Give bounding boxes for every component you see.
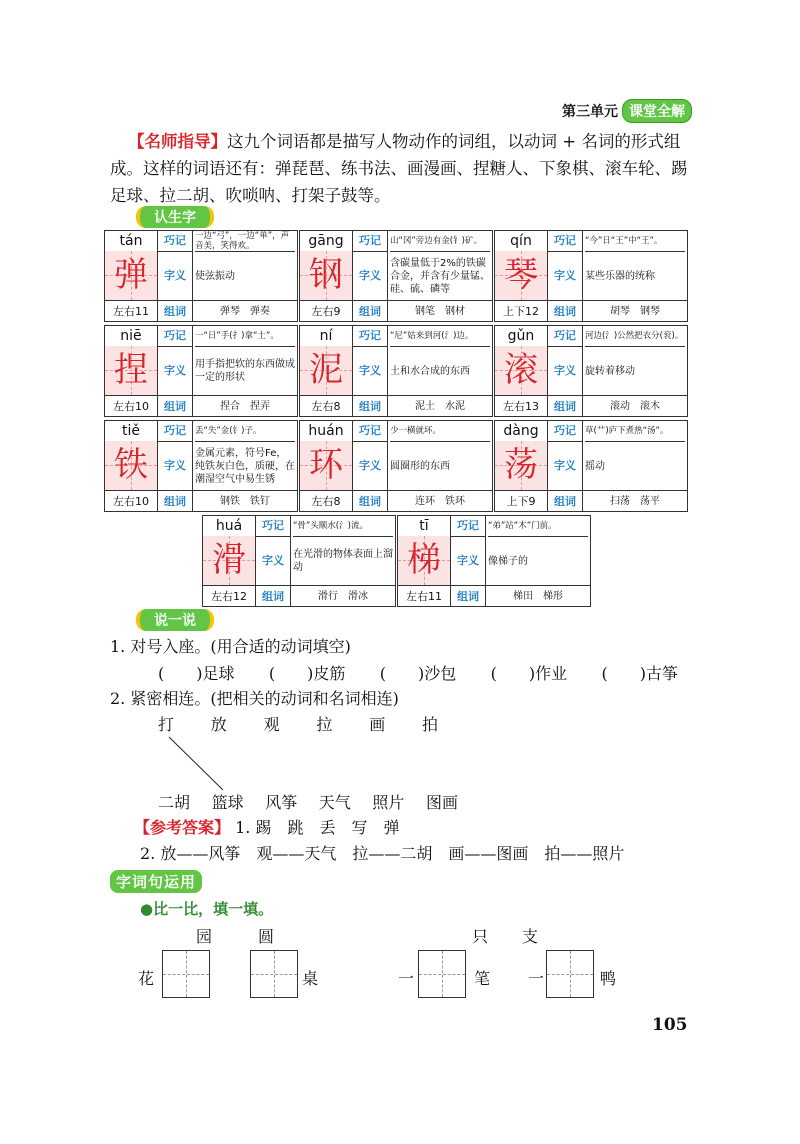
- meaning-text: 像梯子的: [488, 555, 528, 567]
- meaning-text: 金属元素，符号Fe，纯铁灰白色，质硬，在潮湿空气中易生锈: [195, 447, 295, 485]
- char-zhi2: 支: [522, 927, 539, 946]
- verb[interactable]: 拉: [316, 715, 333, 734]
- fill-blank[interactable]: ( )皮筋: [268, 664, 346, 683]
- ziyi-label: 字义: [158, 347, 193, 395]
- page-number: 105: [652, 1015, 688, 1035]
- character-card: [104, 230, 298, 322]
- word-examples: 泥土 水泥: [388, 395, 492, 417]
- verb[interactable]: 画: [369, 715, 386, 734]
- zuci-label: 组词: [548, 490, 583, 512]
- zuci-label: 组词: [548, 300, 583, 322]
- character-card: [104, 420, 298, 512]
- memory-tip-text: 草(艹)庐下煮热“汤”。: [585, 426, 669, 436]
- char-yuan2: 圆: [258, 927, 275, 946]
- noun[interactable]: 图画: [425, 793, 458, 812]
- character-card: [494, 230, 688, 322]
- guide-tag: 【名师指导】: [128, 132, 227, 151]
- character: 梯: [407, 540, 441, 580]
- writing-box[interactable]: [162, 950, 210, 998]
- memory-tip: [390, 326, 490, 347]
- zuci-label: 组词: [548, 395, 583, 417]
- pinyin: gāng: [300, 231, 353, 252]
- noun[interactable]: 篮球: [211, 793, 244, 812]
- word-examples: 滚动 滚木: [583, 395, 687, 417]
- guide-text: 这九个词语都是描写人物动作的词组，以动词 + 名词的形式组成。这样的词语还有：弹琵琶、练书法、画漫画、捏糖人、下象棋、滚车轮、踢足球、拉二胡、吹唢呐、打架子鼓等。: [110, 132, 688, 205]
- character-box: [105, 441, 158, 490]
- pinyin: tiě: [105, 421, 158, 442]
- section-title: 认生字: [136, 206, 214, 228]
- word-examples: 胡琴 钢琴: [583, 300, 687, 322]
- memory-tip: [488, 516, 588, 537]
- character-card: [299, 230, 493, 322]
- pinyin: huá: [203, 516, 256, 537]
- answer-2: 2. 放——风筝 观——天气 拉——二胡 画——图画 拍——照片: [140, 844, 625, 863]
- memory-tip-text: “弟”站“木”门前。: [488, 521, 557, 531]
- structure-strokes: 左右12: [203, 585, 256, 607]
- noun[interactable]: 照片: [372, 793, 405, 812]
- memory-tip: [195, 421, 295, 442]
- character-card: [104, 325, 298, 417]
- verb[interactable]: 打: [158, 715, 175, 734]
- meaning-text: 旋转着移动: [585, 365, 635, 377]
- memory-tip: [195, 326, 295, 347]
- word-hua: 花: [138, 969, 155, 988]
- zuci-label: 组词: [158, 395, 193, 417]
- word-examples: 捏合 捏弄: [193, 395, 297, 417]
- pinyin: niē: [105, 326, 158, 347]
- meaning: [585, 252, 685, 300]
- memory-tip-text: “骨”头顺水(氵)流。: [293, 521, 368, 531]
- character-box: [105, 346, 158, 395]
- word-examples: 钢笔 钢材: [388, 300, 492, 322]
- fill-blank[interactable]: ( )沙包: [379, 664, 457, 683]
- meaning: [488, 537, 588, 585]
- meaning: [390, 252, 490, 300]
- char-zhi1: 只: [472, 927, 489, 946]
- meaning: [195, 442, 295, 490]
- character-card: [494, 420, 688, 512]
- zuci-label: 组词: [353, 490, 388, 512]
- pinyin: qín: [495, 231, 548, 252]
- character-card: [202, 515, 396, 607]
- memory-tip: [195, 231, 295, 252]
- structure-strokes: 左右10: [105, 395, 158, 417]
- character-box: [495, 251, 548, 300]
- zuci-label: 组词: [353, 300, 388, 322]
- qiaoji-label: 巧记: [548, 326, 583, 347]
- character-card: [299, 325, 493, 417]
- meaning: [195, 347, 295, 395]
- answer-1: 1. 踢 跳 丢 写 弹: [235, 818, 400, 837]
- writing-box[interactable]: [250, 950, 298, 998]
- qiaoji-label: 巧记: [353, 231, 388, 252]
- memory-tip: [585, 326, 685, 347]
- meaning-text: 使弦振动: [195, 270, 235, 282]
- section-title: 说一说: [136, 609, 214, 631]
- zuci-label: 组词: [256, 585, 291, 607]
- memory-tip-text: 丢“失”金(钅)子。: [195, 426, 262, 436]
- character: 滑: [212, 540, 246, 580]
- pinyin: tán: [105, 231, 158, 252]
- ziyi-label: 字义: [548, 442, 583, 490]
- fill-blank[interactable]: ( )古筝: [601, 664, 678, 683]
- memory-tip-text: 一边“弓”，一边“单”，声音美，笑得欢。: [195, 231, 290, 251]
- structure-strokes: 上下9: [495, 490, 548, 512]
- meaning: [390, 347, 490, 395]
- memory-tip-text: 一“日”手(扌)拿“土”。: [195, 331, 279, 341]
- noun[interactable]: 风筝: [265, 793, 298, 812]
- ziyi-label: 字义: [158, 442, 193, 490]
- verb[interactable]: 放: [210, 715, 227, 734]
- answer-tag: 【参考答案】: [134, 818, 231, 837]
- meaning-text: 摇动: [585, 460, 605, 472]
- zuci-label: 组词: [158, 300, 193, 322]
- memory-tip: [585, 421, 685, 442]
- structure-strokes: 左右9: [300, 300, 353, 322]
- qiaoji-label: 巧记: [158, 326, 193, 347]
- writing-box[interactable]: [546, 950, 594, 998]
- memory-tip-text: 少一横就坏。: [390, 426, 442, 436]
- memory-tip: [293, 516, 393, 537]
- q1-items: [158, 661, 678, 684]
- word-examples: 连环 铁环: [388, 490, 492, 512]
- character: 泥: [309, 350, 343, 390]
- qiaoji-label: 巧记: [158, 231, 193, 252]
- character: 弹: [114, 255, 148, 295]
- character-box: [495, 441, 548, 490]
- meaning: [390, 442, 490, 490]
- memory-tip: [585, 231, 685, 252]
- word-examples: 弹琴 弹奏: [193, 300, 297, 322]
- character-box: [495, 346, 548, 395]
- zuci-label: 组词: [158, 490, 193, 512]
- noun[interactable]: 天气: [318, 793, 351, 812]
- character-card: [397, 515, 591, 607]
- character: 环: [309, 445, 343, 485]
- pinyin: ní: [300, 326, 353, 347]
- word-examples: 滑行 滑冰: [291, 585, 395, 607]
- noun-row: [158, 790, 458, 813]
- q1-title: 1. 对号入座。(用合适的动词填空): [110, 637, 351, 656]
- qiaoji-label: 巧记: [158, 421, 193, 442]
- word-yi: 一: [528, 969, 545, 988]
- word-bi: 笔: [474, 969, 491, 988]
- character-card: [299, 420, 493, 512]
- character-box: [300, 346, 353, 395]
- ziyi-label: 字义: [158, 252, 193, 300]
- unit-header: [562, 99, 692, 123]
- meaning-text: 某些乐器的统称: [585, 270, 655, 282]
- pinyin: huán: [300, 421, 353, 442]
- word-examples: 梯田 梯形: [486, 585, 590, 607]
- teacher-guide: [110, 128, 700, 209]
- meaning-text: 土和水合成的东西: [390, 365, 470, 377]
- meaning-text: 用手指把软的东西做成一定的形状: [195, 359, 295, 383]
- verb-row: [158, 712, 438, 735]
- qiaoji-label: 巧记: [548, 231, 583, 252]
- character: 钢: [309, 255, 343, 295]
- memory-tip-text: “今”日“王”中“王”。: [585, 236, 663, 246]
- qiaoji-label: 巧记: [353, 421, 388, 442]
- word-examples: 扫荡 荡平: [583, 490, 687, 512]
- memory-tip: [390, 421, 490, 442]
- qiaoji-label: 巧记: [353, 326, 388, 347]
- lesson-badge: 课堂全解: [622, 99, 692, 123]
- character-box: [105, 251, 158, 300]
- verb[interactable]: 拍: [421, 715, 438, 734]
- q2-title: 2. 紧密相连。(把相关的动词和名词相连): [110, 689, 399, 708]
- bibi-title: ●比一比，填一填。: [140, 900, 274, 918]
- meaning-text: 在光滑的物体表面上溜动: [293, 549, 393, 573]
- structure-strokes: 左右11: [105, 300, 158, 322]
- meaning-text: 含碳量低于2%的铁碳合金，并含有少量锰、硅、硫、磷等: [390, 257, 490, 295]
- qiaoji-label: 巧记: [256, 516, 291, 537]
- meaning: [585, 347, 685, 395]
- unit-label: 第三单元: [562, 104, 618, 120]
- pinyin: gǔn: [495, 326, 548, 347]
- structure-strokes: 左右11: [398, 585, 451, 607]
- pinyin: dàng: [495, 421, 548, 442]
- character: 铁: [114, 445, 148, 485]
- fill-blank[interactable]: ( )足球: [158, 664, 235, 683]
- ziyi-label: 字义: [353, 347, 388, 395]
- word-examples: 钢铁 铁钉: [193, 490, 297, 512]
- ziyi-label: 字义: [256, 537, 291, 585]
- connector-line: [165, 735, 235, 795]
- ziyi-label: 字义: [451, 537, 486, 585]
- structure-strokes: 左右10: [105, 490, 158, 512]
- memory-tip-text: 河边(氵)公然把衣分(衮)。: [585, 331, 684, 341]
- ziyi-label: 字义: [548, 347, 583, 395]
- pinyin: tī: [398, 516, 451, 537]
- answer-line-1: [134, 815, 399, 838]
- qiaoji-label: 巧记: [451, 516, 486, 537]
- structure-strokes: 左右13: [495, 395, 548, 417]
- meaning: [195, 252, 295, 300]
- character-box: [300, 441, 353, 490]
- character: 琴: [504, 255, 538, 295]
- char-yuan1: 园: [196, 927, 213, 946]
- structure-strokes: 左右8: [300, 395, 353, 417]
- section-renshengzi: [136, 206, 214, 228]
- character-box: [203, 536, 256, 585]
- structure-strokes: 上下12: [495, 300, 548, 322]
- memory-tip-text: “尼”姑来到河(氵)边。: [390, 331, 474, 341]
- section-zici: 字词句运用: [110, 870, 202, 893]
- qiaoji-label: 巧记: [548, 421, 583, 442]
- word-ya: 鸭: [600, 969, 617, 988]
- structure-strokes: 左右8: [300, 490, 353, 512]
- meaning: [585, 442, 685, 490]
- word-zhuo: 桌: [302, 969, 319, 988]
- word-yi: 一: [398, 969, 415, 988]
- meaning-text: 圆圈形的东西: [390, 460, 450, 472]
- character: 荡: [504, 445, 538, 485]
- ziyi-label: 字义: [353, 252, 388, 300]
- character-box: [398, 536, 451, 585]
- ziyi-label: 字义: [353, 442, 388, 490]
- writing-box[interactable]: [418, 950, 466, 998]
- zuci-label: 组词: [353, 395, 388, 417]
- character: 捏: [114, 350, 148, 390]
- fill-blank[interactable]: ( )作业: [490, 664, 568, 683]
- ziyi-label: 字义: [548, 252, 583, 300]
- zuci-label: 组词: [451, 585, 486, 607]
- meaning: [293, 537, 393, 585]
- character-box: [300, 251, 353, 300]
- memory-tip-text: 山“冈”旁边有金(钅)矿。: [390, 236, 482, 246]
- section-shuoyishuo: [136, 609, 214, 631]
- character: 滚: [504, 350, 538, 390]
- memory-tip: [390, 231, 490, 252]
- noun[interactable]: 二胡: [158, 793, 191, 812]
- character-card: [494, 325, 688, 417]
- verb[interactable]: 观: [263, 715, 280, 734]
